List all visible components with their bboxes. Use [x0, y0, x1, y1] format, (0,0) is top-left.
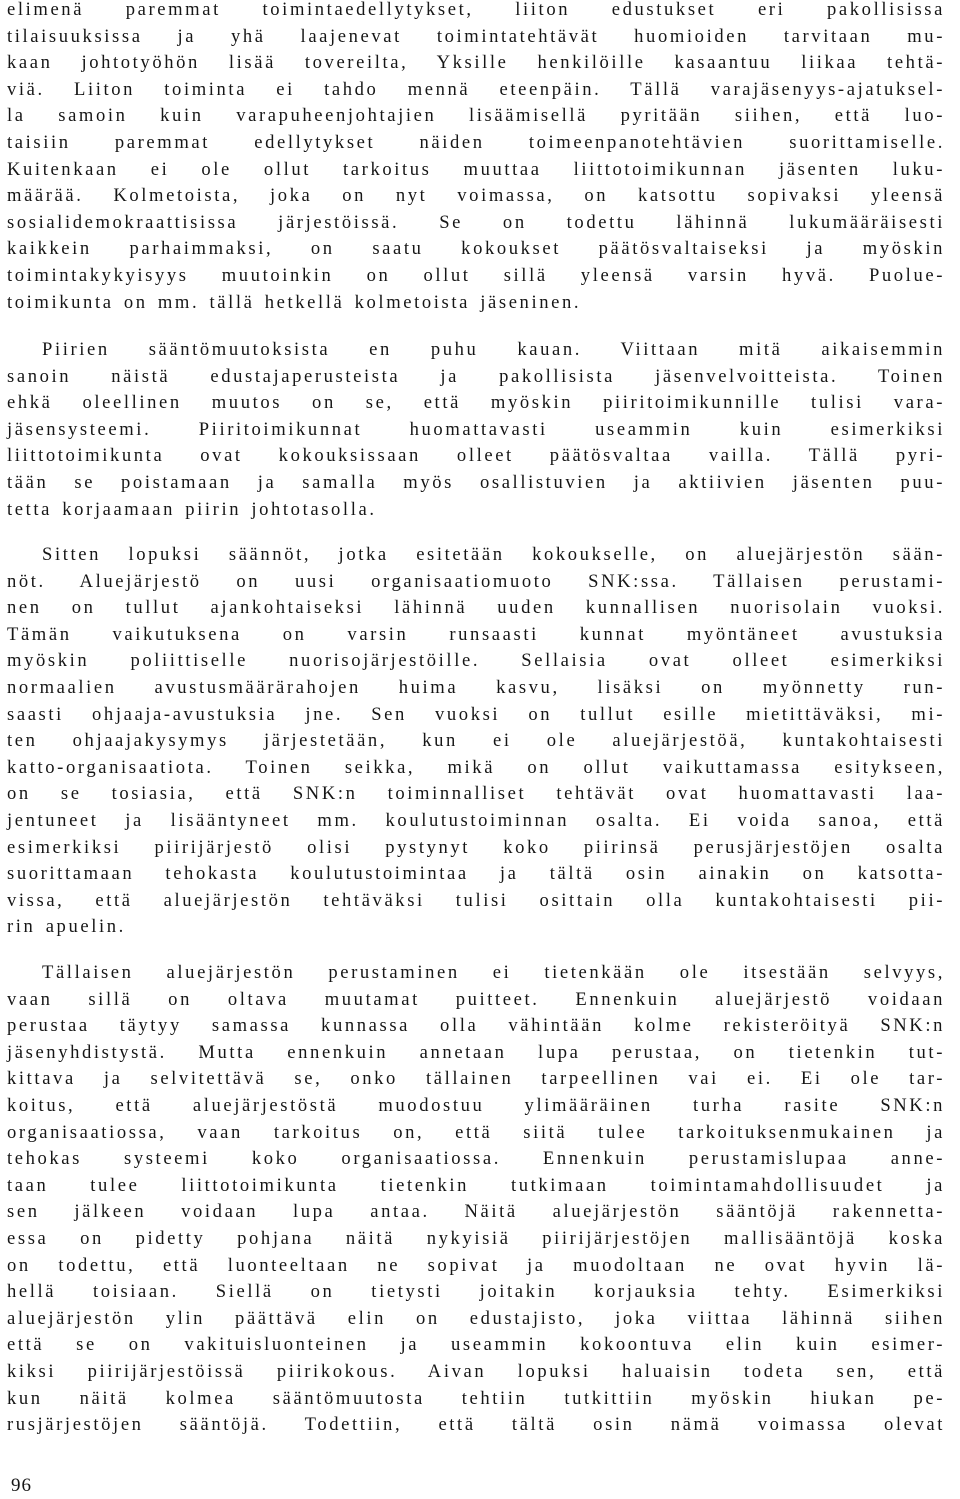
- text-line: perustaa täytyy samassa kunnassa olla vähintään kolme rekisteröityä SNK:n: [7, 1015, 945, 1037]
- text-line: jäsensysteemi. Piiritoimikunnat huomattavasti useammin kuin esimerkiksi: [7, 418, 945, 440]
- text-line: myöskin poliittiselle nuorisojärjestöille. Sellaisia ovat olleet esimerkiksi: [7, 650, 945, 672]
- page-number: 96: [11, 1475, 32, 1496]
- text-line: Kuitenkaan ei ole ollut tarkoitus muuttaa liittotoimikunnan jäsenten luku-: [7, 158, 945, 180]
- text-line: tään se poistamaan ja samalla myös osallistuvien ja aktiivien jäsenten puu-: [7, 471, 945, 493]
- text-line: kiksi piirijärjestöissä piirikokous. Aivan lopuksi haluaisin todeta sen, että: [7, 1360, 945, 1382]
- paragraph-3: [0, 542, 960, 941]
- text-line: essa on pidetty pohjana näitä nykyisiä piirijärjestöjen mallisääntöjä koska: [7, 1227, 945, 1249]
- text-line: nöt. Aluejärjestö on uusi organisaatiomuoto SNK:ssa. Tällaisen perustami-: [7, 570, 945, 592]
- text-line: määrää. Kolmetoista, joka on nyt voimassa, on katsottu sopivaksi yleensä: [7, 185, 945, 207]
- text-line: tilaisuuksissa ja yhä laajenevat toimintatehtävät huomioiden tarvitaan mu-: [7, 25, 945, 47]
- text-line: kaikkein parhaimmaksi, on saatu kokoukset päätösvaltaiseksi ja myöskin: [7, 238, 945, 260]
- text-line: hellä toisiaan. Siellä on tietysti joitakin korjauksia tehty. Esimerkiksi: [7, 1281, 945, 1303]
- text-line: taisiin paremmat edellytykset näiden toimeenpanotehtävien suorittamiselle.: [7, 131, 945, 153]
- text-line: normaalien avustusmäärärahojen huima kasvu, lisäksi on myönnetty run-: [7, 676, 945, 698]
- text-line: tetta korjaamaan piirin johtotasolla.: [7, 498, 377, 520]
- text-line: Sitten lopuksi säännöt, jotka esitetään kokoukselle, on aluejärjestön sään-: [42, 544, 945, 565]
- text-line: tehokas systeemi koko organisaatiossa. Ennenkuin perustamislupaa anne-: [7, 1148, 945, 1170]
- text-line: suorittamaan tehokasta koulutustoimintaa ja tältä osin ainakin on katsotta-: [7, 863, 945, 885]
- text-line: rin apuelin.: [7, 916, 126, 938]
- text-line: vaan sillä on oltava muutamat puitteet. Ennenkuin aluejärjestö voidaan: [7, 988, 945, 1010]
- text-line: kittava ja selvitettävä se, onko tällainen tarpeellinen vai ei. Ei ole tar-: [7, 1068, 945, 1090]
- text-line: ehkä oleellinen muutos on se, että myöskin piiritoimikunnille tulisi vara-: [7, 392, 945, 414]
- text-line: ten ohjaajakysymys järjestetään, kun ei ole aluejärjestöä, kuntakohtaisesti: [7, 730, 945, 752]
- text-line: on se tosiasia, että SNK:n toiminnalliset tehtävät ovat huomattavasti laa-: [7, 783, 945, 805]
- text-line: liittotoimikunta ovat kokouksissaan olleet päätösvaltaa vailla. Tällä pyri-: [7, 445, 945, 467]
- paragraph-2: [0, 337, 960, 523]
- text-line: Tällaisen aluejärjestön perustaminen ei tietenkään ole itsestään selvyys,: [42, 962, 945, 983]
- paragraph-1: [0, 0, 960, 316]
- text-line: kaan johtotyöhön lisää tovereilta, Yksille henkilöille kasaantuu liikaa tehtä-: [7, 52, 945, 74]
- text-line: nen on tullut ajankohtaiseksi lähinnä uuden kunnallisen nuorisolain vuoksi.: [7, 597, 945, 619]
- text-line: taan tulee liittotoimikunta tietenkin tutkimaan toimintamahdollisuudet ja: [7, 1174, 945, 1196]
- text-line: viä. Liiton toiminta ei tahdo mennä eteenpäin. Tällä varajäsenyys-ajatuksel-: [7, 78, 945, 100]
- text-line: toimikunta on mm. tällä hetkellä kolmetoista jäseninen.: [7, 291, 582, 313]
- text-line: Tämän vaikutuksena on varsin runsaasti kunnat myöntäneet avustuksia: [7, 623, 945, 645]
- text-line: saasti ohjaaja-avustuksia jne. Sen vuoksi on tullut esille mietittäväksi, mi-: [7, 703, 945, 725]
- text-line: elimenä paremmat toimintaedellytykset, liiton edustukset eri pakollisissa: [7, 0, 945, 20]
- text-line: jentuneet ja lisääntyneet mm. koulutustoiminnan osalta. Ei voida sanoa, että: [7, 809, 945, 831]
- text-line: sen jälkeen voidaan lupa antaa. Näitä aluejärjestön sääntöjä rakennetta-: [7, 1201, 945, 1223]
- text-line: toimintakykyisyys muutoinkin on ollut sillä yleensä varsin hyvä. Puolue-: [7, 264, 945, 286]
- text-line: organisaatiossa, vaan tarkoitus on, että siitä tulee tarkoituksenmukainen ja: [7, 1121, 945, 1143]
- text-line: Piirien sääntömuutoksista en puhu kauan. Viittaan mitä aikaisemmin: [42, 339, 945, 360]
- text-line: on todettu, että luonteeltaan ne sopivat ja muodoltaan ne ovat hyvin lä-: [7, 1254, 945, 1276]
- text-line: vissa, että aluejärjestön tehtäväksi tulisi osittain olla kuntakohtaisesti pii-: [7, 889, 945, 911]
- text-line: kun näitä kolmea sääntömuutosta tehtiin tutkittiin myöskin hiukan pe-: [7, 1387, 945, 1409]
- text-line: aluejärjestön ylin päättävä elin on edustajisto, joka viittaa lähinnä siihen: [7, 1307, 945, 1329]
- paragraph-4: [0, 960, 960, 1439]
- text-line: rusjärjestöjen sääntöjä. Todettiin, että tältä osin nämä voimassa olevat: [7, 1414, 945, 1436]
- text-line: sosialidemokraattisissa järjestöissä. Se on todettu lähinnä lukumääräisesti: [7, 211, 945, 233]
- text-line: koitus, että aluejärjestöstä muodostuu ylimääräinen turha rasite SNK:n: [7, 1094, 945, 1116]
- text-line: katto-organisaatiota. Toinen seikka, mikä on ollut vaikuttamassa esitykseen,: [7, 756, 945, 778]
- text-line: esimerkiksi piirijärjestö olisi pystynyt koko piirinsä perusjärjestöjen osalta: [7, 836, 945, 858]
- text-line: jäsenyhdistystä. Mutta ennenkuin annetaan lupa perustaa, on tietenkin tut-: [7, 1041, 945, 1063]
- text-line: että se on vakituisluonteinen ja useammin kokoontuva elin kuin esimer-: [7, 1334, 945, 1356]
- text-line: la samoin kuin varapuheenjohtajien lisäämisellä pyritään siihen, että luo-: [7, 105, 945, 127]
- text-line: sanoin näistä edustajaperusteista ja pakollisista jäsenvelvoitteista. Toinen: [7, 365, 945, 387]
